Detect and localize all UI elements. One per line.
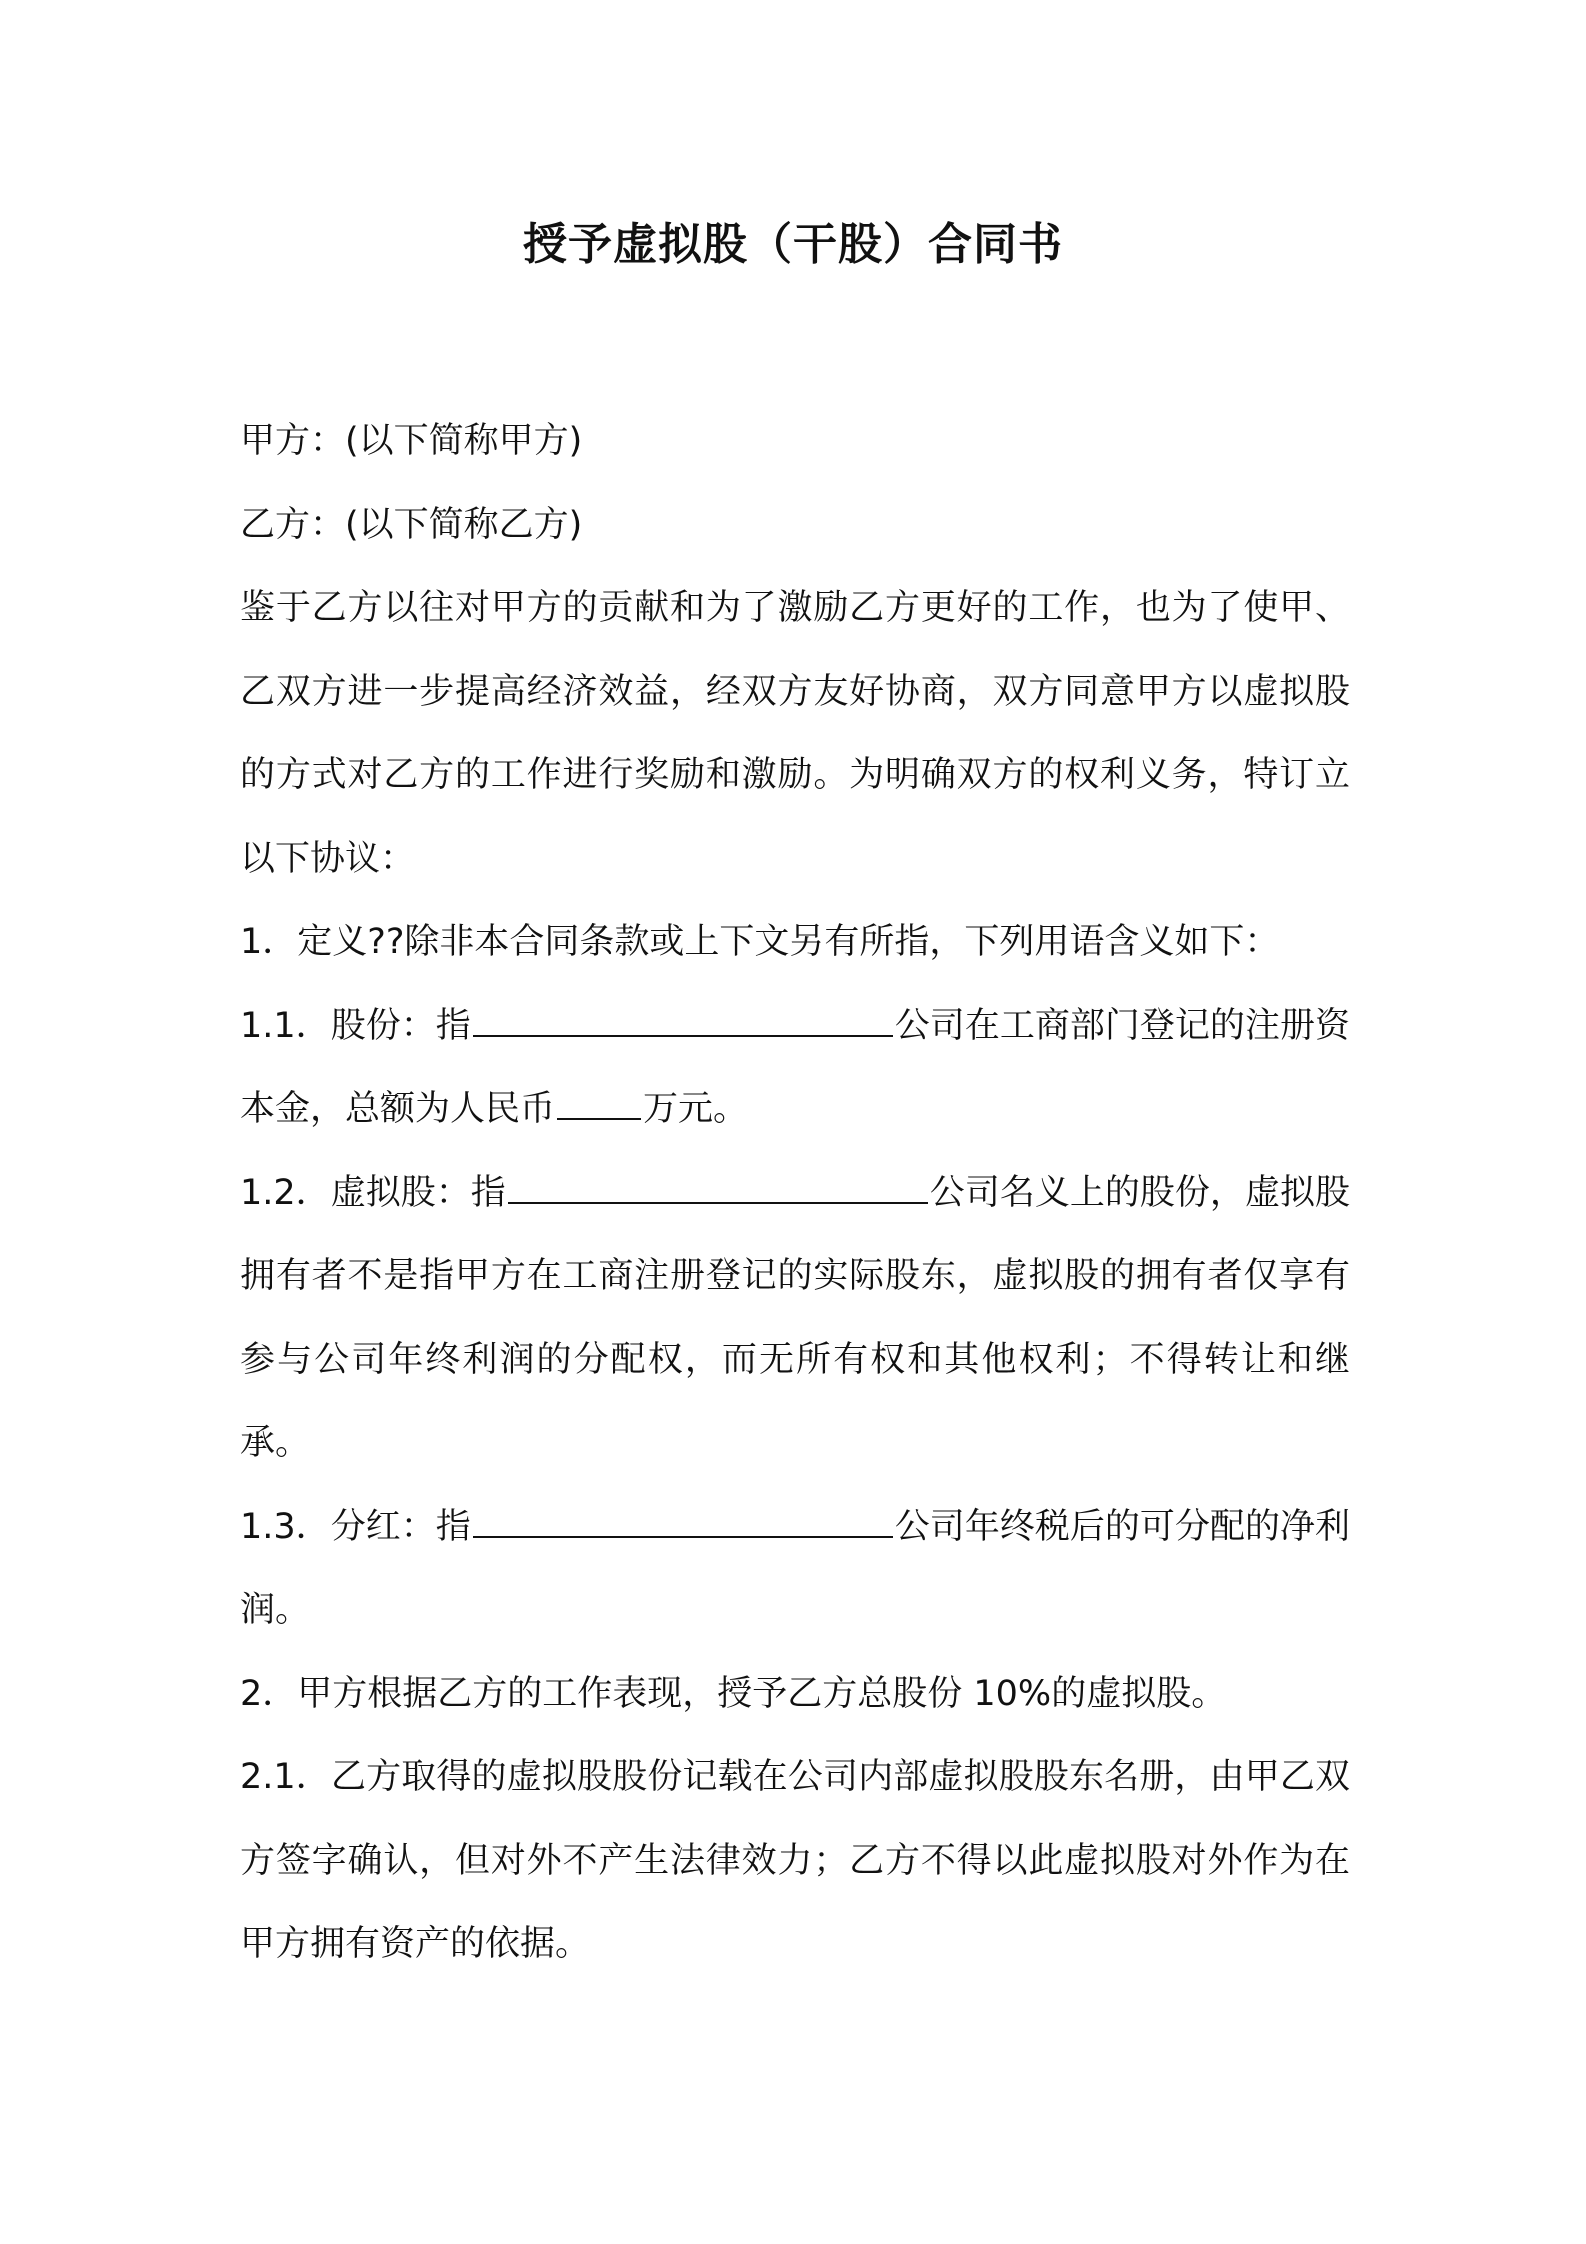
company-name-blank[interactable]	[508, 1167, 928, 1204]
clause-1-1-end: 万元。	[643, 1089, 749, 1129]
clause-1-1-text: 公司在工商部门登记的注册资本金，总额为人民币	[240, 1005, 1350, 1129]
clause-1-2-text: 公司名义上的股份，虚拟股拥有者不是指甲方在工商注册登记的实际股东，虚拟股的拥有者仅享有参与公司年终利润的分配权，而无所有权和其他权利；不得转让和继承。	[240, 1172, 1350, 1463]
party-a-line: 甲方：(以下简称甲方)	[240, 421, 583, 461]
clause-1-2-label: 1.2．虚拟股：指	[240, 1172, 506, 1213]
company-name-blank[interactable]	[473, 1501, 893, 1538]
clause-1: 1．定义??除非本合同条款或上下文另有所指，下列用语含义如下：	[240, 922, 1280, 962]
clause-1-3-label: 1.3．分红：指	[240, 1506, 471, 1547]
document-title: 授予虚拟股（干股）合同书	[523, 219, 1063, 270]
capital-amount-blank[interactable]	[557, 1083, 641, 1120]
preamble-paragraph: 鉴于乙方以往对甲方的贡献和为了激励乙方更好的工作，也为了使甲、乙双方进一步提高经济效益，经双方友好协商，双方同意甲方以虚拟股的方式对乙方的工作进行奖励和激励。为明确双方的权利义务，特订立以下协议：	[240, 588, 1350, 879]
clause-1-1	[240, 985, 1350, 1152]
document-body	[240, 400, 1350, 1987]
clause-2-1: 2.1．乙方取得的虚拟股股份记载在公司内部虚拟股股东名册，由甲乙双方签字确认，但对外不产生法律效力；乙方不得以此虚拟股对外作为在甲方拥有资产的依据。	[240, 1757, 1350, 1964]
clause-1-3-text: 公司年终税后的可分配的净利润。	[240, 1506, 1350, 1630]
clause-2: 2．甲方根据乙方的工作表现，授予乙方总股份 10%的虚拟股。	[240, 1673, 1227, 1714]
party-b-line: 乙方：(以下简称乙方)	[240, 504, 583, 545]
clause-1-3	[240, 1486, 1350, 1653]
clause-1-1-label: 1.1．股份：指	[240, 1005, 471, 1046]
company-name-blank[interactable]	[473, 1000, 893, 1037]
clause-1-2	[240, 1152, 1350, 1486]
